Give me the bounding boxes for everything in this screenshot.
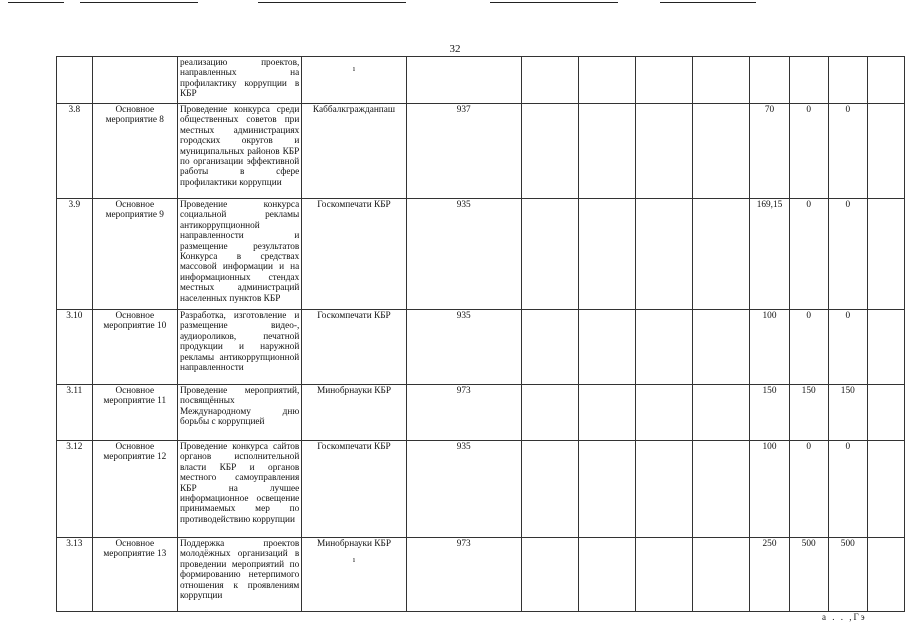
- row-organization: [302, 538, 406, 612]
- empty-cell: [636, 385, 693, 441]
- row-organization-text: Каббалкгражданпаш: [312, 105, 396, 115]
- row-number: [57, 104, 93, 199]
- page-number: 32: [449, 43, 461, 55]
- row-code: [406, 441, 521, 538]
- empty-cell: [521, 538, 578, 612]
- row-description-text: Проведение мероприятий, посвящённых Международному дню борьбы с коррупцией: [179, 386, 300, 428]
- row-value-1: [750, 199, 789, 310]
- row-value-1: [750, 538, 789, 612]
- top-rule-2: [80, 2, 198, 3]
- empty-cell: [521, 199, 578, 310]
- row-code: [406, 538, 521, 612]
- row-organization-text: Госкомпечати КБР: [317, 311, 391, 321]
- empty-cell: [867, 441, 904, 538]
- row-value-3-text: 0: [845, 311, 851, 321]
- row-number: [57, 199, 93, 310]
- row-number-text: 3.10: [66, 311, 83, 321]
- top-rule-1: [8, 2, 64, 3]
- empty-cell: [636, 538, 693, 612]
- row-organization-text: Минобрнауки КБР: [316, 539, 392, 549]
- row-description: [177, 441, 301, 538]
- row-value-1-text: 169,15: [756, 200, 783, 210]
- row-description-text: Проведение конкурса социальной рекламы антикоррупционной направленности и размещение результатов Конкурса в средствах массовой информации и на информационных стендах местных администраций населенных пунктов КБР: [179, 200, 300, 304]
- empty-cell: [867, 199, 904, 310]
- table-row: [57, 199, 905, 310]
- row-label: [92, 441, 177, 538]
- top-rule-5: [660, 2, 756, 3]
- empty-cell: [867, 538, 904, 612]
- row-value-3: [828, 199, 867, 310]
- row-description: [177, 57, 301, 104]
- empty-cell: [693, 57, 750, 104]
- empty-cell: [693, 199, 750, 310]
- row-organization: [302, 57, 406, 104]
- row-value-3-text: 0: [845, 200, 851, 210]
- row-value-2-text: 0: [806, 105, 811, 115]
- row-code: [406, 104, 521, 199]
- row-label: [92, 57, 177, 104]
- row-value-2-text: 150: [801, 386, 816, 396]
- row-code-text: 935: [456, 311, 471, 321]
- org-mark: ı: [352, 64, 356, 73]
- row-value-1: [750, 310, 789, 385]
- row-organization: [302, 104, 406, 199]
- empty-cell: [636, 199, 693, 310]
- row-label: [92, 310, 177, 385]
- row-organization: [302, 385, 406, 441]
- row-organization: [302, 199, 406, 310]
- row-description: [177, 104, 301, 199]
- row-organization-text: Госкомпечати КБР: [317, 442, 391, 452]
- row-label: [92, 199, 177, 310]
- org-mark: ı: [352, 555, 356, 565]
- row-description-text: реализацию проектов, направленных на профилактику коррупции в КБР: [179, 58, 300, 100]
- row-value-3: [828, 538, 867, 612]
- row-code-text: 935: [456, 200, 471, 210]
- row-value-3: [828, 441, 867, 538]
- row-value-1: [750, 104, 789, 199]
- row-label-text: Основное мероприятие 8: [105, 105, 164, 126]
- row-value-2: [789, 538, 828, 612]
- row-label-text: Основное мероприятие 10: [103, 311, 167, 332]
- empty-cell: [578, 104, 635, 199]
- row-code-text: 935: [456, 442, 471, 452]
- row-organization-text: Госкомпечати КБР: [317, 200, 391, 210]
- row-value-1-text: 100: [762, 311, 777, 321]
- row-value-3: [828, 57, 867, 104]
- row-value-2: [789, 385, 828, 441]
- row-organization: [302, 441, 406, 538]
- row-code-text: 973: [456, 386, 471, 396]
- row-value-2: [789, 57, 828, 104]
- row-code: [406, 57, 521, 104]
- row-value-3: [828, 104, 867, 199]
- row-value-1-text: 70: [764, 105, 775, 115]
- row-label-text: Основное мероприятие 11: [103, 386, 167, 407]
- row-code: [406, 310, 521, 385]
- row-value-3: [828, 385, 867, 441]
- row-label-text: Основное мероприятие 12: [103, 442, 167, 463]
- row-number-text: 3.9: [68, 200, 81, 210]
- row-value-3: [828, 310, 867, 385]
- empty-cell: [693, 104, 750, 199]
- empty-cell: [693, 385, 750, 441]
- row-label-text: Основное мероприятие 13: [103, 539, 167, 560]
- table-row: [57, 538, 905, 612]
- row-value-2: [789, 441, 828, 538]
- empty-cell: [636, 104, 693, 199]
- table-row: [57, 441, 905, 538]
- row-code: [406, 199, 521, 310]
- row-code-text: 937: [456, 105, 471, 115]
- empty-cell: [578, 441, 635, 538]
- row-organization-text: Минобрнауки КБР: [316, 386, 392, 396]
- empty-cell: [693, 538, 750, 612]
- row-number: [57, 385, 93, 441]
- empty-cell: [578, 57, 635, 104]
- row-label: [92, 538, 177, 612]
- row-value-2-text: 500: [801, 539, 816, 549]
- row-value-3-text: 0: [845, 442, 851, 452]
- empty-cell: [521, 57, 578, 104]
- row-value-3-text: 500: [840, 539, 855, 549]
- row-value-1-text: 250: [762, 539, 777, 549]
- empty-cell: [521, 441, 578, 538]
- row-value-2-text: 0: [806, 200, 811, 210]
- row-value-2: [789, 199, 828, 310]
- row-number: [57, 57, 93, 104]
- empty-cell: [693, 310, 750, 385]
- row-label: [92, 104, 177, 199]
- row-number-text: 3.12: [66, 442, 83, 452]
- empty-cell: [521, 104, 578, 199]
- row-value-1-text: 150: [762, 386, 777, 396]
- empty-cell: [578, 385, 635, 441]
- row-description: [177, 199, 301, 310]
- corner-mark: a . . ,Гэ: [822, 612, 867, 622]
- empty-cell: [578, 310, 635, 385]
- row-value-1: [750, 57, 789, 104]
- table-row: [57, 310, 905, 385]
- row-value-2: [789, 310, 828, 385]
- empty-cell: [521, 385, 578, 441]
- table-row: [57, 385, 905, 441]
- row-number: [57, 441, 93, 538]
- empty-cell: [578, 538, 635, 612]
- top-rule-4: [490, 2, 618, 3]
- row-value-2: [789, 104, 828, 199]
- program-table: [56, 56, 905, 612]
- empty-cell: [867, 104, 904, 199]
- row-value-1-text: 100: [762, 442, 777, 452]
- empty-cell: [636, 310, 693, 385]
- row-number-text: 3.11: [66, 386, 83, 396]
- empty-cell: [636, 441, 693, 538]
- row-number-text: 3.13: [66, 539, 83, 549]
- row-value-2-text: 0: [806, 442, 811, 452]
- row-description-text: Проведение конкурса среди общественных советов при местных администрациях городских округов и муниципальных районов КБР по организации эффективной работы в сфере профилактики коррупции: [179, 105, 300, 188]
- row-description-text: Проведение конкурса сайтов органов исполнительной власти КБР и органов местного самоуправления КБР на лучшее информационное освещение принимаемых мер по противодействию коррупции: [179, 442, 300, 525]
- table-row: [57, 104, 905, 199]
- empty-cell: [867, 310, 904, 385]
- row-number: [57, 538, 93, 612]
- row-label-text: Основное мероприятие 9: [105, 200, 164, 221]
- row-number: [57, 310, 93, 385]
- row-code-text: 973: [456, 539, 471, 549]
- row-organization: [302, 310, 406, 385]
- row-label: [92, 385, 177, 441]
- empty-cell: [636, 57, 693, 104]
- row-value-1: [750, 385, 789, 441]
- row-value-2-text: 0: [806, 311, 811, 321]
- empty-cell: [867, 57, 904, 104]
- row-description: [177, 385, 301, 441]
- row-value-1: [750, 441, 789, 538]
- empty-cell: [578, 199, 635, 310]
- row-description-text: Поддержка проектов молодёжных организаций в проведении мероприятий по формированию нетерпимого отношения к проявлениям коррупции: [179, 539, 300, 602]
- row-number-text: 3.8: [68, 105, 81, 115]
- top-rule-3: [258, 2, 406, 3]
- row-value-3-text: 150: [840, 386, 855, 396]
- row-value-3-text: 0: [845, 105, 851, 115]
- row-description: [177, 538, 301, 612]
- row-description: [177, 310, 301, 385]
- table-row: [57, 57, 905, 104]
- row-description-text: Разработка, изготовление и размещение видео-, аудиороликов, печатной продукции и наружной рекламы антикоррупционной направленности: [179, 311, 300, 374]
- empty-cell: [867, 385, 904, 441]
- row-code: [406, 385, 521, 441]
- empty-cell: [693, 441, 750, 538]
- empty-cell: [521, 310, 578, 385]
